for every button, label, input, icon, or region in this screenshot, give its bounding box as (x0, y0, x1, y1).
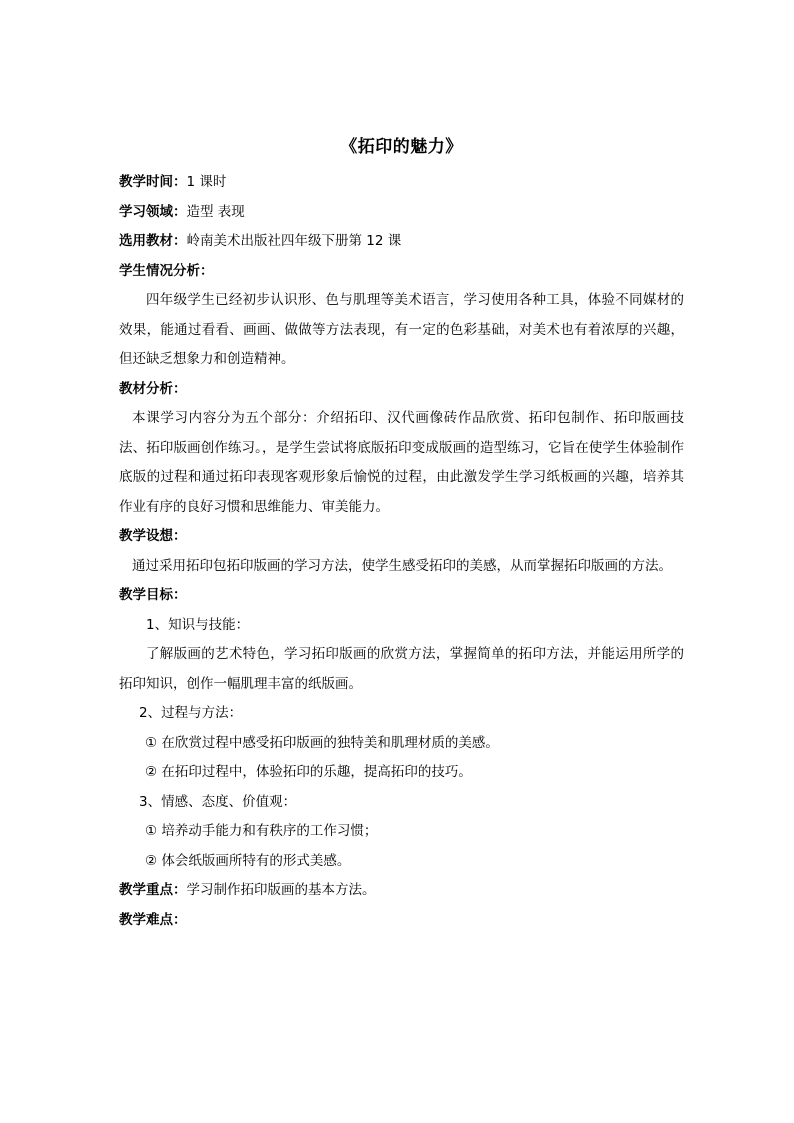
field-learning-area (119, 198, 684, 228)
field-value: 造型 表现 (186, 203, 245, 220)
knowledge-text: 了解版画的艺术特色，学习拓印版画的欣赏方法，掌握简单的拓印方法，并能运用所学的拓印知识，创作一幅肌理丰富的纸版画。 (119, 646, 684, 692)
material-analysis-heading: 教材分析： (119, 380, 187, 397)
field-label: 学习领域： (119, 203, 187, 220)
field-teaching-time (119, 168, 684, 198)
teaching-idea-text: 通过采用拓印包拓印版画的学习方法，使学生感受拓印的美感，从而掌握拓印版画的方法。 (132, 557, 672, 574)
objectives-heading: 教学目标： (119, 587, 187, 603)
field-value: 1 课时 (186, 174, 227, 190)
process-heading: 2、过程与方法： (139, 705, 243, 721)
student-analysis-heading: 学生情况分析： (119, 262, 214, 279)
process-item: ② 在拓印过程中，体验拓印的乐趣，提高拓印的技巧。 (145, 764, 472, 780)
key-point-value: 学习制作拓印版画的基本方法。 (186, 882, 376, 898)
key-point-label: 教学重点： (119, 882, 187, 898)
material-analysis-text: 本课学习内容分为五个部分：介绍拓印、汉代画像砖作品欣赏、拓印包制作、拓印版画技法、拓印版画创作练习。，是学生尝试将底版拓印变成版画的造型练习，它旨在使学生体验制作底版的过程和通过拓印表现客观形象后愉悦的过程，由此激发学生学习纸板画的兴趣，培养其作业有序的良好习惯和思维能力、审美能力。 (119, 410, 684, 515)
key-point (119, 876, 684, 906)
field-label: 选用教材： (119, 233, 187, 249)
difficulty (119, 906, 684, 936)
field-textbook (119, 227, 684, 257)
emotion-item: ② 体会纸版画所特有的形式美感。 (145, 852, 351, 869)
field-value: 岭南美术出版社四年级下册第 12 课 (186, 233, 402, 249)
document-content (119, 134, 684, 935)
emotion-item: ① 培养动手能力和有秩序的工作习惯； (145, 823, 378, 839)
process-item: ① 在欣赏过程中感受拓印版画的独特美和肌理材质的美感。 (145, 734, 499, 751)
document-title: 《拓印的魅力》 (340, 137, 463, 157)
difficulty-label: 教学难点： (119, 911, 187, 928)
teaching-idea-heading: 教学设想： (119, 528, 187, 544)
emotion-heading: 3、情感、态度、价值观： (139, 793, 297, 810)
student-analysis-text: 四年级学生已经初步认识形、色与肌理等美术语言，学习使用各种工具，体验不同媒材的效果，能通过看看、画画、做做等方法表现，有一定的色彩基础，对美术也有着浓厚的兴趣，但还缺乏想象力和创造精神。 (119, 292, 684, 367)
knowledge-heading: 1、知识与技能： (146, 616, 250, 633)
field-label: 教学时间： (119, 174, 187, 190)
